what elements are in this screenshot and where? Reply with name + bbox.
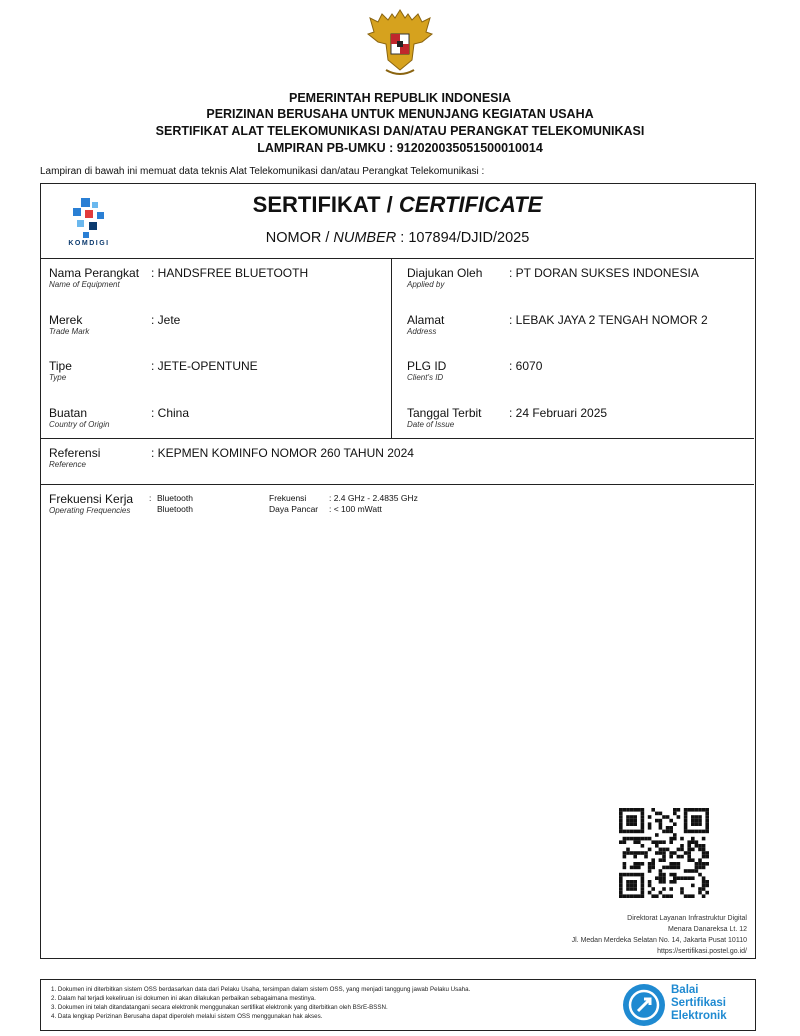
field-sublabel: Country of Origin	[49, 420, 110, 429]
header-line-4: LAMPIRAN PB-UMKU : 912020035051500010014	[257, 141, 543, 155]
field-value: : Jete	[151, 313, 181, 327]
frequency-colon: :	[149, 493, 152, 503]
title-main: SERTIFIKAT /	[252, 192, 399, 217]
field-date-of-issue	[407, 406, 482, 429]
field-address	[407, 313, 444, 336]
field-label: Diajukan Oleh	[407, 266, 483, 280]
field-value: : China	[151, 406, 190, 420]
reference-label-group	[49, 446, 100, 469]
field-label: Tipe	[49, 359, 72, 373]
garuda-emblem	[362, 4, 438, 80]
field-sublabel: Date of Issue	[407, 420, 455, 429]
number-label: NOMOR /	[265, 230, 334, 246]
number-value: : 107894/DJID/2025	[396, 230, 530, 246]
field-value: : 24 Februari 2025	[509, 406, 608, 420]
bse-logo-text	[671, 984, 727, 1023]
field-label: Nama Perangkat	[49, 266, 140, 280]
reference-section	[41, 438, 754, 485]
header-line-2: PERIZINAN BERUSAHA UNTUK MENUNJANG KEGIATAN USAHA	[206, 107, 594, 121]
field-value: : 6070	[509, 359, 543, 373]
field-label: PLG ID	[407, 359, 447, 373]
field-label: Alamat	[407, 313, 445, 327]
intro-text: Lampiran di bawah ini memuat data teknis Alat Telekomunikasi dan/atau Perangkat Telekomunikasi :	[40, 166, 485, 177]
title-section	[41, 184, 754, 259]
bse-line-3: Elektronik	[671, 1010, 727, 1022]
field-type	[49, 359, 72, 382]
field-applied-by	[407, 266, 482, 289]
frequency-sublabel: Operating Frequencies	[49, 506, 131, 515]
frequency-label: Frekuensi Kerja	[49, 492, 134, 506]
field-sublabel: Client's ID	[407, 373, 444, 382]
header-line-3: SERTIFIKAT ALAT TELEKOMUNIKASI DAN/ATAU PERANGKAT TELEKOMUNIKASI	[155, 124, 645, 138]
frequency-row-1-name: Bluetooth	[157, 493, 193, 503]
address-line-2: Menara Danareksa Lt. 12	[668, 926, 747, 933]
frequency-row-2-param: Daya Pancar	[269, 504, 319, 514]
field-sublabel: Name of Equipment	[49, 280, 120, 289]
frequency-row-1-value: : 2.4 GHz - 2.4835 GHz	[329, 493, 418, 503]
reference-value: : KEPMEN KOMINFO NOMOR 260 TAHUN 2024	[151, 446, 414, 460]
frequency-row-2-value: : < 100 mWatt	[329, 504, 382, 514]
footer-notes	[40, 979, 756, 1031]
field-sublabel: Trade Mark	[49, 327, 90, 336]
komdigi-logo-text: KOMDIGI	[68, 240, 110, 247]
field-equipment-name	[49, 266, 139, 289]
certificate-box	[40, 183, 756, 959]
field-sublabel: Applied by	[407, 280, 445, 289]
field-value: : JETE-OPENTUNE	[151, 359, 258, 373]
field-sublabel: Type	[49, 373, 67, 382]
frequency-row-2-name: Bluetooth	[157, 504, 193, 514]
field-country-of-origin	[49, 406, 109, 429]
field-sublabel: Address	[407, 327, 437, 336]
equipment-details	[41, 258, 754, 439]
title-italic: CERTIFICATE	[398, 192, 543, 217]
field-value: : LEBAK JAYA 2 TENGAH NOMOR 2	[509, 313, 708, 327]
frequency-row-1-param: Frekuensi	[269, 493, 307, 503]
qr-code[interactable]	[619, 808, 709, 898]
certificate-number	[41, 230, 754, 246]
reference-label: Referensi	[49, 446, 101, 460]
field-label: Merek	[49, 313, 83, 327]
footer-note-2: 2. Dalam hal terjadi kekeliruan isi dokumen ini akan dilakukan perbaikan sebagaimana mestinya.	[51, 995, 316, 1002]
field-value: : HANDSFREE BLUETOOTH	[151, 266, 309, 280]
reference-sublabel: Reference	[49, 460, 86, 469]
frequency-label-group	[49, 492, 133, 515]
field-label: Tanggal Terbit	[407, 406, 482, 420]
footer-note-4: 4. Data lengkap Perizinan Berusaha dapat diperoleh melalui sistem OSS menggunakan hak akses.	[51, 1013, 323, 1020]
bse-line-2: Sertifikasi	[671, 997, 726, 1009]
address-url[interactable]: https://sertifikasi.postel.go.id/	[657, 948, 747, 955]
bse-logo-icon	[623, 984, 665, 1026]
header-line-1: PEMERINTAH REPUBLIK INDONESIA	[288, 91, 511, 105]
field-client-id	[407, 359, 446, 382]
certificate-title	[41, 192, 754, 218]
footer-note-3: 3. Dokumen ini telah ditandatangani secara elektronik menggunakan sertifikat elektronik yang diterbitkan oleh BSrE-BSSN.	[51, 1004, 388, 1011]
address-line-3: Jl. Medan Merdeka Selatan No. 14, Jakarta Pusat 10110	[571, 937, 747, 944]
number-label-italic: NUMBER	[333, 230, 397, 246]
address-line-1: Direktorat Layanan Infrastruktur Digital	[627, 915, 747, 922]
field-value: : PT DORAN SUKSES INDONESIA	[509, 266, 699, 280]
bse-line-1: Balai	[671, 984, 699, 996]
field-label: Buatan	[49, 406, 88, 420]
field-trade-mark	[49, 313, 89, 336]
footer-note-1: 1. Dokumen ini diterbitkan sistem OSS berdasarkan data dari Pelaku Usaha, tersimpan dalam sistem OSS, yang menjadi tanggung jawab Pelaku Usaha.	[51, 986, 471, 993]
column-divider	[391, 258, 392, 438]
